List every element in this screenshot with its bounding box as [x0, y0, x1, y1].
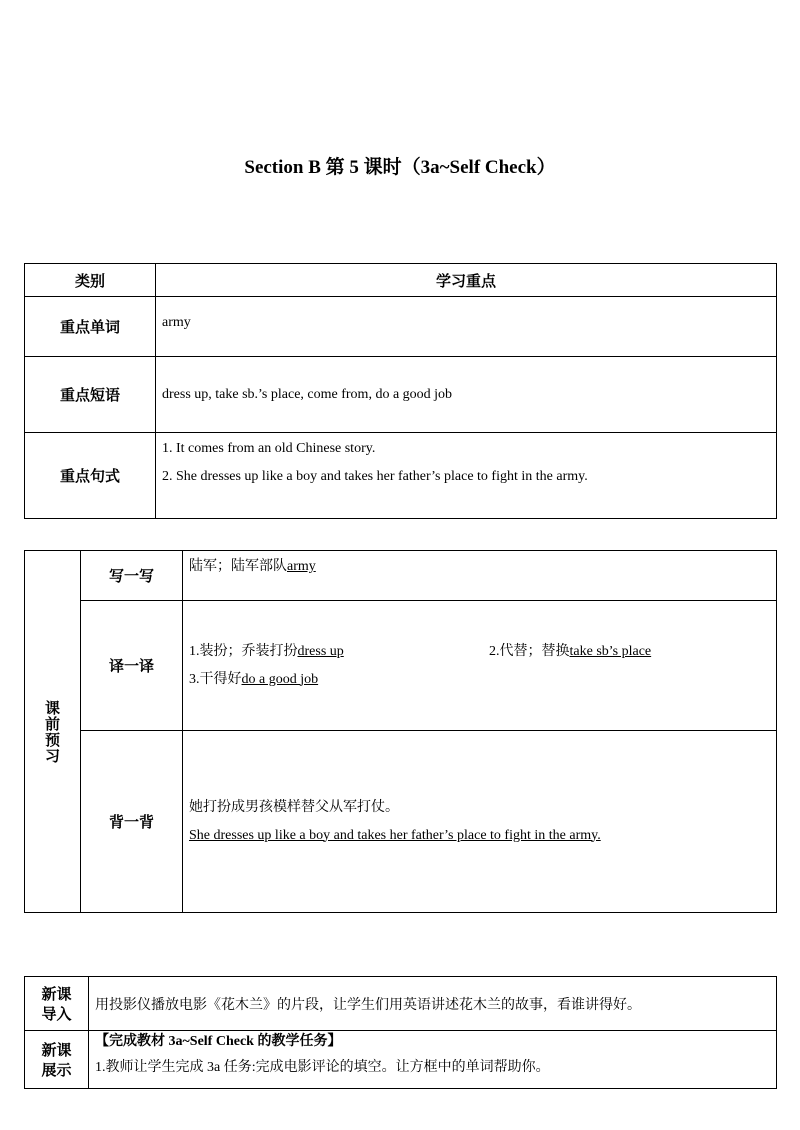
translate-content	[183, 601, 777, 731]
row-label-words: 重点单词	[25, 297, 156, 357]
row-content-words: army	[156, 297, 777, 357]
translate-label: 译一译	[81, 601, 183, 731]
sentence-2: 2. She dresses up like a boy and takes her father’s place to fight in the army.	[162, 469, 588, 484]
translate-line-2	[189, 666, 770, 694]
row-label-sentences: 重点句式	[25, 433, 156, 519]
page-title: Section B 第 5 课时（3a~Self Check）	[244, 157, 556, 178]
write-prefix: 陆军；陆军部队	[189, 559, 287, 574]
translate-item2-answer: take sb’s place	[569, 643, 652, 659]
intro-label	[25, 977, 89, 1031]
write-answer: army	[287, 559, 316, 574]
translate-item3-answer: do a good job	[241, 671, 319, 687]
display-content	[89, 1031, 777, 1089]
translate-item2-prefix: 2.代替；替换	[489, 643, 570, 659]
table-row	[25, 357, 777, 433]
display-heading: 【完成教材 3a~Self Check 的教学任务】	[95, 1034, 342, 1049]
preview-table	[24, 550, 777, 913]
preview-side-label: 课前预习	[43, 699, 61, 764]
row-content-sentences	[156, 433, 777, 519]
table-row	[25, 433, 777, 519]
row-content-phrases: dress up, take sb.’s place, come from, do a good job	[156, 357, 777, 433]
display-line1: 1.教师让学生完成 3a 任务:完成电影评论的填空。让方框中的单词帮助你。	[95, 1060, 550, 1075]
preview-side-cell	[25, 551, 81, 913]
row-label-phrases: 重点短语	[25, 357, 156, 433]
display-label-line1: 新课	[41, 1040, 72, 1059]
recite-content	[183, 731, 777, 913]
recite-label: 背一背	[81, 731, 183, 913]
translate-item1-prefix: 1.装扮；乔装打扮	[189, 643, 298, 659]
sentence-1: 1. It comes from an old Chinese story.	[162, 441, 376, 456]
translate-item3-prefix: 3.干得好	[189, 671, 242, 687]
recite-english: She dresses up like a boy and takes her father’s place to fight in the army.	[189, 827, 601, 843]
table-row	[25, 297, 777, 357]
header-category: 类别	[25, 264, 156, 297]
key-points-table	[24, 263, 777, 519]
recite-chinese: 她打扮成男孩模样替父从军打仗。	[189, 799, 399, 815]
translate-item1-answer: dress up	[297, 643, 344, 659]
write-content	[183, 551, 777, 601]
write-label: 写一写	[81, 551, 183, 601]
header-focus: 学习重点	[156, 264, 777, 297]
display-label	[25, 1031, 89, 1089]
intro-content: 用投影仪播放电影《花木兰》的片段，让学生们用英语讲述花木兰的故事，看谁讲得好。	[89, 977, 777, 1031]
intro-label-line1: 新课	[41, 984, 72, 1003]
intro-label-line2: 导入	[41, 1004, 72, 1023]
translate-line-1	[189, 638, 770, 666]
translate-item2	[489, 638, 651, 666]
display-label-line2: 展示	[41, 1060, 72, 1079]
lesson-table	[24, 976, 777, 1089]
